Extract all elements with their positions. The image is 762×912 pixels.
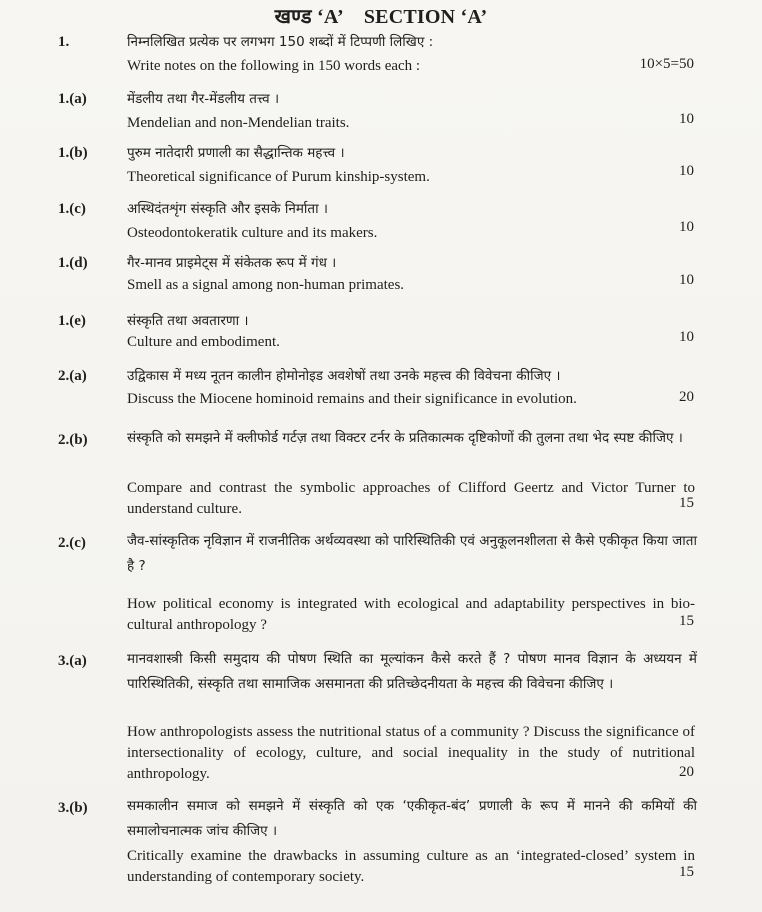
question-marks: 10 [679, 111, 694, 127]
question-text-english: Critically examine the drawbacks in assuming culture as an ‘integrated-closed’ system in understanding of contemporary society. [127, 848, 695, 885]
question-marks: 10 [679, 163, 694, 179]
question-text-english: Write notes on the following in 150 words each : [127, 58, 421, 74]
question-marks: 10 [679, 329, 694, 345]
question-number: 1.(e) [58, 313, 86, 329]
question-number: 1.(c) [58, 201, 86, 217]
question-text-english: Mendelian and non-Mendelian traits. [127, 115, 350, 131]
question-number: 3.(a) [58, 653, 87, 669]
question-number: 3.(b) [58, 800, 88, 816]
question-text-english: How political economy is integrated with ecological and adaptability perspectives in bio-cultural anthropology ? [127, 596, 695, 633]
question-number: 1.(d) [58, 255, 88, 271]
question-text-hindi: मानवशास्त्री किसी समुदाय की पोषण स्थिति का मूल्यांकन कैसे करते हैं ? पोषण मानव विज्ञान के अध्ययन में पारिस्थितिकी, संस्कृति तथा सामाजिक असमानता की प्रतिच्छेदनीयता के महत्त्व की विवेचना कीजिए । [127, 651, 697, 692]
question-text-english: Compare and contrast the symbolic approaches of Clifford Geertz and Victor Turner to understand culture. [127, 480, 695, 517]
question-text-hindi: पुरुम नातेदारी प्रणाली का सैद्धान्तिक महत्त्व । [127, 145, 345, 161]
question-number: 2.(c) [58, 535, 86, 551]
question-marks: 20 [679, 389, 694, 405]
question-marks: 15 [679, 864, 694, 880]
question-number: 1.(b) [58, 145, 88, 161]
question-text-english: Osteodontokeratik culture and its makers. [127, 225, 378, 241]
question-text-hindi: समकालीन समाज को समझने में संस्कृति को एक ‘एकीकृत-बंद’ प्रणाली के रूप में मानने की कमियों की समालोचनात्मक जांच कीजिए । [127, 798, 697, 839]
question-text-hindi: जैव-सांस्कृतिक नृविज्ञान में राजनीतिक अर्थव्यवस्था को पारिस्थितिकी एवं अनुकूलनशीलता से कैसे एकीकृत किया जाता है ? [127, 533, 697, 574]
question-marks: 10 [679, 272, 694, 288]
question-number: 1. [58, 34, 70, 50]
question-text-hindi: संस्कृति को समझने में क्लीफोर्ड गर्टज़ तथा विक्टर टर्नर के प्रतिकात्मक दृष्टिकोणों की तुलना तथा भेद स्पष्ट कीजिए । [127, 430, 683, 446]
question-marks: 15 [679, 495, 694, 511]
question-text-hindi: निम्नलिखित प्रत्येक पर लगभग 150 शब्दों में टिप्पणी लिखिए : [127, 34, 434, 50]
question-text-english: Discuss the Miocene hominoid remains and their significance in evolution. [127, 391, 577, 407]
question-text-hindi: संस्कृति तथा अवतारणा । [127, 313, 249, 329]
question-text-english: Smell as a signal among non-human primates. [127, 277, 405, 293]
question-text-hindi: उद्विकास में मध्य नूतन कालीन होमोनोइड अवशेषों तथा उनके महत्त्व की विवेचना कीजिए । [127, 368, 561, 384]
question-text-hindi: मेंडलीय तथा गैर-मेंडलीय तत्त्व । [127, 91, 280, 107]
question-text-english: How anthropologists assess the nutritional status of a community ? Discuss the significance of intersectionality of ecology, culture, and social inequality in the study of nutritional anthropology. [127, 724, 695, 782]
question-text-hindi: गैर-मानव प्राइमेट्स में संकेतक रूप में गंध । [127, 255, 337, 271]
question-text-hindi: अस्थिदंतशृंग संस्कृति और इसके निर्माता । [127, 201, 328, 217]
section-heading [0, 2, 762, 29]
question-number: 2.(b) [58, 432, 88, 448]
section-heading-hindi: खण्ड ‘A’ [274, 6, 344, 28]
question-marks: 15 [679, 613, 694, 629]
question-text-english: Culture and embodiment. [127, 334, 280, 350]
question-text-english: Theoretical significance of Purum kinship-system. [127, 169, 430, 185]
question-number: 2.(a) [58, 368, 87, 384]
question-marks: 20 [679, 764, 694, 780]
question-number: 1.(a) [58, 91, 87, 107]
question-marks: 10×5=50 [639, 56, 694, 72]
question-marks: 10 [679, 219, 694, 235]
section-heading-english: SECTION ‘A’ [363, 6, 488, 28]
